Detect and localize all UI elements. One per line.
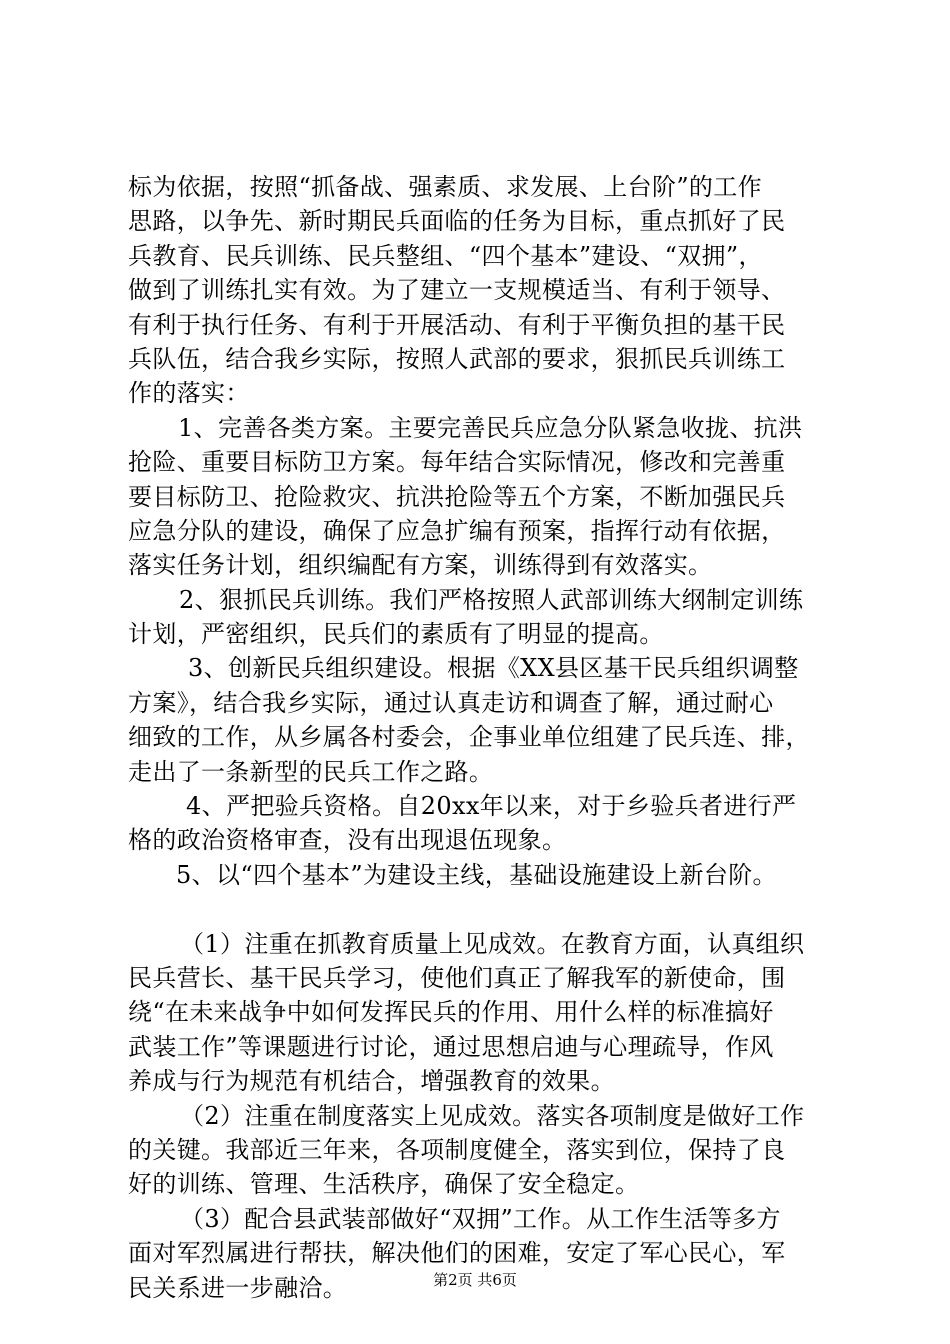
text-line: 面对军烈属进行帮扶，解决他们的困难，安定了军心民心，军 <box>128 1239 786 1268</box>
item-3-line: 3、创新民兵组织建设。根据《XX县区基干民兵组织调整 <box>188 654 799 683</box>
text-line: 兵教育、民兵训练、民兵整组、“四个基本”建设、“双拥”， <box>128 241 763 270</box>
sub-item-2-line: （2）注重在制度落实上见成效。落实各项制度是做好工作 <box>180 1101 805 1130</box>
text-line: 做到了训练扎实有效。为了建立一支规模适当、有利于领导、 <box>128 276 786 305</box>
text-line: 格的政治资格审查，没有出现退伍现象。 <box>128 826 567 855</box>
text-line: 有利于执行任务、有利于开展活动、有利于平衡负担的基干民 <box>128 310 786 339</box>
text-line: 细致的工作，从乡属各村委会，企事业单位组建了民兵连、排， <box>128 723 810 752</box>
text-line: 落实任务计划，组织编配有方案，训练得到有效落实。 <box>128 551 713 580</box>
text-line: 武装工作”等课题进行讨论，通过思想启迪与心理疏导，作风 <box>128 1032 774 1061</box>
text-line: 抢险、重要目标防卫方案。每年结合实际情况，修改和完善重 <box>128 448 786 477</box>
page-number: 第2页 共6页 <box>433 1271 517 1289</box>
text-line: 民关系进一步融洽。 <box>128 1273 348 1302</box>
text-line: 民兵营长、基干民兵学习，使他们真正了解我军的新使命，围 <box>128 963 786 992</box>
item-1-line: 1、完善各类方案。主要完善民兵应急分队紧急收拢、抗洪 <box>178 413 803 442</box>
paragraph-gap <box>128 892 840 926</box>
text-line: 作的落实： <box>128 379 250 408</box>
document-body <box>128 170 840 1305</box>
text-line: 标为依据，按照“抓备战、强素质、求发展、上台阶”的工作 <box>128 173 762 201</box>
text-line: 的关键。我部近三年来，各项制度健全，落实到位，保持了良 <box>128 1135 786 1164</box>
item-2-line: 2、狠抓民兵训练。我们严格按照人武部训练大纲制定训练 <box>179 585 804 614</box>
text-line: 思路，以争先、新时期民兵面临的任务为目标，重点抓好了民 <box>128 207 786 236</box>
text-line: 绕“在未来战争中如何发挥民兵的作用、用什么样的标准搞好 <box>128 998 774 1027</box>
text-line: 方案》，结合我乡实际，通过认真走访和调查了解，通过耐心 <box>128 688 774 717</box>
text-line: 养成与行为规范有机结合，增强教育的效果。 <box>128 1067 615 1096</box>
item-4-line: 4、严把验兵资格。自20xx年以来，对于乡验兵者进行严 <box>186 792 797 821</box>
item-5-line: 5、以“四个基本”为建设主线，基础设施建设上新台阶。 <box>176 860 777 889</box>
sub-item-3-line: （3）配合县武装部做好“双拥”工作。从工作生活等多方 <box>180 1204 781 1233</box>
text-line: 要目标防卫、抢险救灾、抗洪抢险等五个方案，不断加强民兵 <box>128 482 786 511</box>
text-line: 走出了一条新型的民兵工作之路。 <box>128 757 494 786</box>
text-line: 兵队伍，结合我乡实际，按照人武部的要求，狠抓民兵训练工 <box>128 344 786 373</box>
text-line: 计划，严密组织，民兵们的素质有了明显的提高。 <box>128 620 664 649</box>
page-footer <box>0 1270 950 1290</box>
text-line: 好的训练、管理、生活秩序，确保了安全稳定。 <box>128 1170 640 1199</box>
sub-item-1-line: （1）注重在抓教育质量上见成效。在教育方面，认真组织 <box>180 929 805 958</box>
text-line: 应急分队的建设，确保了应急扩编有预案，指挥行动有依据， <box>128 516 786 545</box>
